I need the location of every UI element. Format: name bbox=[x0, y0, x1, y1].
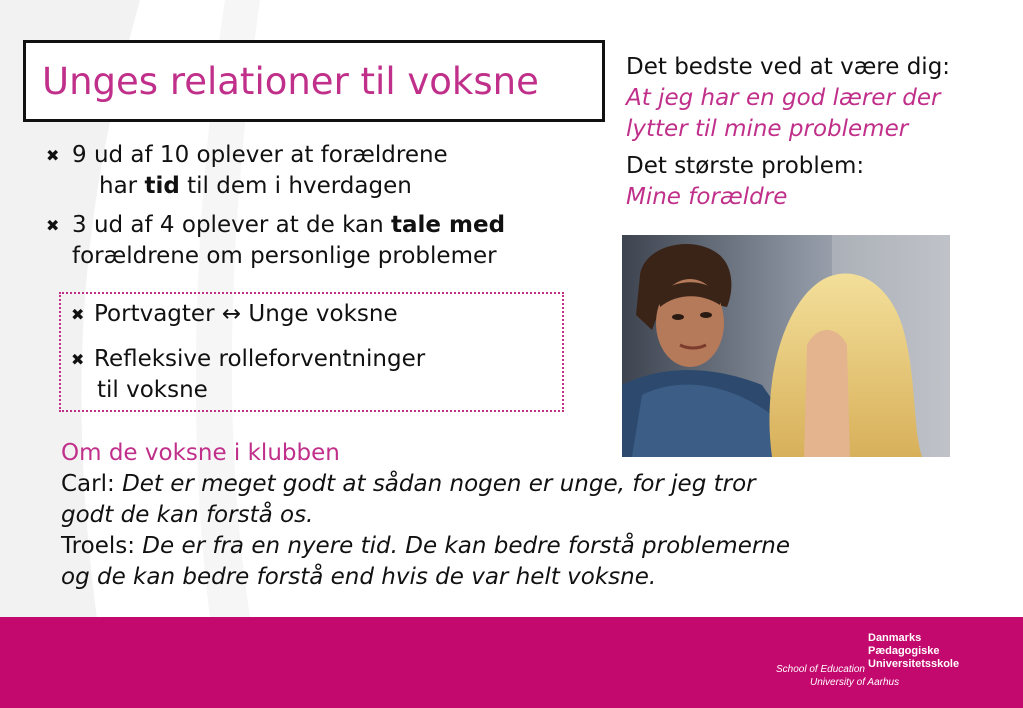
bullet-x-icon: ✖ bbox=[46, 146, 60, 165]
logo-wordmark: Danmarks Pædagogiske Universitetsskole bbox=[868, 632, 960, 670]
bold-emphasis: tale med bbox=[391, 212, 506, 238]
problem-label: Det største problem: bbox=[626, 153, 865, 179]
speaker-name: Carl: bbox=[61, 471, 123, 497]
survey-quote-panel bbox=[626, 52, 1016, 213]
quote-text: De er fra en nyere tid. De kan bedre forstå problemerne bbox=[142, 533, 791, 559]
quote-text-continued: og de kan bedre forstå end hvis de var helt voksne. bbox=[61, 564, 657, 590]
speaker-name: Troels: bbox=[61, 533, 143, 559]
club-quotes bbox=[61, 438, 921, 593]
bullet-x-icon: ✖ bbox=[71, 305, 85, 324]
main-bullet-list bbox=[46, 140, 606, 280]
photo-teacher-and-student bbox=[622, 235, 950, 457]
quote-line bbox=[61, 469, 921, 500]
page-title: Unges relationer til voksne bbox=[42, 59, 539, 103]
problem-answer: Mine forældre bbox=[626, 184, 788, 210]
bullet-x-icon: ✖ bbox=[46, 216, 60, 235]
bullet-text: 3 ud af 4 oplever at de kan tale med bbox=[72, 212, 506, 238]
bold-emphasis: tid bbox=[144, 173, 180, 199]
section-heading: Om de voksne i klubben bbox=[61, 440, 340, 466]
best-answer-continued: lytter til mine problemer bbox=[626, 116, 909, 142]
title-box bbox=[23, 40, 605, 122]
list-item bbox=[46, 140, 606, 202]
quote-text-continued: godt de kan forstå os. bbox=[61, 502, 314, 528]
bullet-text-continued: har tid til dem i hverdagen bbox=[99, 173, 412, 199]
bullet-text: 9 ud af 10 oplever at forældrene bbox=[72, 142, 448, 168]
bullet-text-continued: til voksne bbox=[97, 377, 208, 403]
bullet-text: Refleksive rolleforventninger bbox=[94, 346, 426, 372]
quote-text: Det er meget godt at sådan nogen er unge, for jeg tror bbox=[122, 471, 756, 497]
highlight-box bbox=[59, 292, 564, 412]
logo-university: University of Aarhus bbox=[810, 677, 900, 688]
quote-line bbox=[61, 531, 921, 562]
photo-illustration bbox=[622, 235, 950, 457]
best-label: Det bedste ved at være dig: bbox=[626, 54, 951, 80]
bullet-text: Portvagter ↔ Unge voksne bbox=[94, 301, 398, 327]
best-answer: At jeg har en god lærer der bbox=[626, 85, 941, 111]
logo-school: School of Education bbox=[776, 664, 865, 675]
bullet-x-icon: ✖ bbox=[71, 350, 85, 369]
list-item bbox=[71, 344, 552, 406]
list-item bbox=[71, 299, 552, 330]
list-item bbox=[46, 210, 606, 272]
bullet-text-continued: forældrene om personlige problemer bbox=[72, 243, 497, 269]
